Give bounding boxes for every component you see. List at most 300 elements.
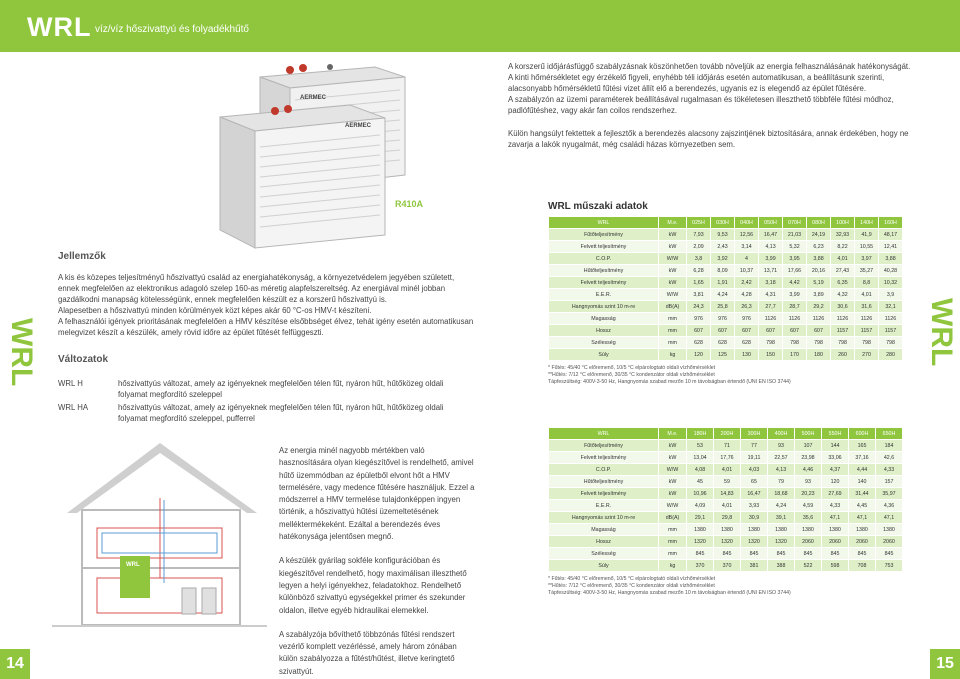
- page-number-left: 14: [0, 649, 30, 679]
- table-cell: 31,44: [849, 488, 876, 500]
- table-cell: 845: [768, 548, 795, 560]
- features-section: [58, 272, 476, 338]
- heat-pump-unit-front: [220, 105, 385, 248]
- table-cell: 2060: [849, 536, 876, 548]
- table-cell: 10,55: [855, 241, 879, 253]
- table-header-cell: 600H: [849, 428, 876, 440]
- table-cell: 1157: [831, 325, 855, 337]
- row-label: Szélesség: [549, 548, 659, 560]
- table-cell: 4,37: [822, 464, 849, 476]
- row-label: Szélesség: [549, 337, 659, 349]
- table-cell: 33,06: [822, 452, 849, 464]
- row-label: Magasság: [549, 313, 659, 325]
- side-label-right: WRL: [925, 298, 958, 367]
- table-row: [549, 289, 903, 301]
- table-cell: 1380: [714, 524, 741, 536]
- table-header-cell: 030H: [711, 217, 735, 229]
- variants-heading: Változatok: [58, 354, 109, 365]
- table-cell: mm: [659, 313, 687, 325]
- table-row: [549, 253, 903, 265]
- svg-text:WRL: WRL: [126, 562, 140, 568]
- table-cell: 1320: [687, 536, 714, 548]
- table-cell: 14,83: [714, 488, 741, 500]
- note-line: **Hűtés: 7/12 °C előremenő, 30/35 °C kondenzátor oldali vízhőmérséklet: [548, 372, 715, 378]
- table-cell: 845: [795, 548, 822, 560]
- table-header-cell: 140H: [855, 217, 879, 229]
- table-cell: 27,43: [831, 265, 855, 277]
- table-cell: 4,46: [795, 464, 822, 476]
- table-cell: 30,9: [741, 512, 768, 524]
- intro-paragraph-2: A szabályzón az üzemi paraméterek beállításával rugalmasan és tökéletesen illeszthető többféle fűtési módhoz, padlófűtéshez, vagy akár fan coilos rendszerhez.: [508, 95, 894, 115]
- variant-description: hőszivattyús változat, amely az igényeknek megfelelően télen fűt, nyáron hűt, hűtőközeg oldali folyamat megfordító szeleppel: [118, 379, 444, 399]
- table-cell: W/W: [659, 253, 687, 265]
- table-cell: 71: [714, 440, 741, 452]
- table-cell: 1157: [855, 325, 879, 337]
- variant-code: WRL HA: [58, 403, 89, 412]
- table-cell: 628: [711, 337, 735, 349]
- table-cell: 42,6: [876, 452, 903, 464]
- table-cell: 798: [783, 337, 807, 349]
- table-cell: 45: [687, 476, 714, 488]
- table-cell: 144: [822, 440, 849, 452]
- table-cell: 31,6: [855, 301, 879, 313]
- row-label: Hűtőteljesítmény: [549, 476, 659, 488]
- features-heading: Jellemzők: [58, 251, 106, 262]
- table-row: [549, 265, 903, 277]
- table-cell: 976: [735, 313, 759, 325]
- intro-paragraph-1: A korszerű időjárásfüggő szabályzásnak köszönhetően tovább növeljük az energia felhasználásának hatékonyságát. A kinti hőmérsékletet egy érzékelő figyeli, enyhébb téli időjárás esetén automatikusan, a beállításunk szerinti, alacsonyabb hőmérsékletű fűtési vizet állít elő a berendezés, ugyanis ez is elegendő az épület fűtésére.: [508, 62, 911, 93]
- table-cell: 8,22: [831, 241, 855, 253]
- table-row: [549, 277, 903, 289]
- table-cell: 798: [759, 337, 783, 349]
- table-cell: dB(A): [659, 512, 687, 524]
- table-header-cell: 500H: [795, 428, 822, 440]
- table-cell: 29,1: [687, 512, 714, 524]
- table-header-cell: 300H: [741, 428, 768, 440]
- table-cell: 976: [687, 313, 711, 325]
- diagram-paragraph-3: A szabályzója bővíthető többzónás fűtési rendszert vezérlő komplett vezérléssé, amely három zónában külön szabályozza a fűtést/hűtést, illetve keringtető szivattyút.: [279, 629, 457, 676]
- row-label: Felvett teljesítmény: [549, 241, 659, 253]
- table-cell: 607: [759, 325, 783, 337]
- table-cell: 2,42: [735, 277, 759, 289]
- table-cell: 4,13: [768, 464, 795, 476]
- table-row: [549, 512, 903, 524]
- table-cell: 4,24: [768, 500, 795, 512]
- table-cell: 93: [795, 476, 822, 488]
- table-header-cell: 025H: [687, 217, 711, 229]
- row-label: Felvett teljesítmény: [549, 488, 659, 500]
- table-cell: 1380: [876, 524, 903, 536]
- table-header-cell: 200H: [714, 428, 741, 440]
- table-cell: 845: [714, 548, 741, 560]
- table-cell: 25,8: [711, 301, 735, 313]
- table-cell: 48,17: [879, 229, 903, 241]
- row-label: Hűtőteljesítmény: [549, 265, 659, 277]
- table-cell: 77: [741, 440, 768, 452]
- table-row: [549, 313, 903, 325]
- table-cell: 27,7: [759, 301, 783, 313]
- svg-text:AERMEC: AERMEC: [300, 95, 327, 101]
- table-cell: 1126: [831, 313, 855, 325]
- brand-title: WRL: [27, 12, 92, 42]
- table-row: [549, 488, 903, 500]
- table-cell: 79: [768, 476, 795, 488]
- table-cell: mm: [659, 524, 687, 536]
- diagram-paragraph-1: Az energia minél nagyobb mértékben való hasznosítására olyan kiegészítővel is rendelhető, amivel hűtő üzemmódban az épületből elvont hőt a HMV termelésére, vagy medence fűtésére használjuk. Ezzel a módszerrel a HMV termelése tulajdonképpen ingyen történik, a hőszivattyú hűtési üzemeltetésének melléktermékeként. Ezáltal a berendezés éves hatékonysága jelentősen megnő.: [279, 446, 475, 542]
- svg-text:AERMEC: AERMEC: [345, 123, 372, 129]
- table-cell: 2060: [876, 536, 903, 548]
- table-row: [549, 548, 903, 560]
- table-header-cell: 100H: [831, 217, 855, 229]
- table-cell: 280: [879, 349, 903, 361]
- table-cell: 4,13: [759, 241, 783, 253]
- table-cell: 522: [795, 560, 822, 572]
- row-label: Hossz: [549, 325, 659, 337]
- table-cell: 1126: [783, 313, 807, 325]
- table-cell: 65: [741, 476, 768, 488]
- table-row: [549, 301, 903, 313]
- table-cell: kW: [659, 241, 687, 253]
- table-cell: 93: [768, 440, 795, 452]
- table-cell: mm: [659, 337, 687, 349]
- table-cell: 1380: [768, 524, 795, 536]
- table-cell: 3,93: [741, 500, 768, 512]
- note-line: Tápfeszültség: 400V-3-50 Hz, Hangnyomás szabad mezőn 10 m távolságban értendő (UNI EN ISO 3744): [548, 379, 791, 385]
- table-cell: 607: [807, 325, 831, 337]
- table-cell: 3,18: [759, 277, 783, 289]
- table-cell: 47,1: [822, 512, 849, 524]
- table-cell: 20,23: [795, 488, 822, 500]
- table-cell: 170: [783, 349, 807, 361]
- table-cell: 12,56: [735, 229, 759, 241]
- table-cell: 845: [849, 548, 876, 560]
- table-header-cell: M.e.: [659, 428, 687, 440]
- table-header-cell: WRL: [549, 428, 659, 440]
- table-cell: 16,47: [741, 488, 768, 500]
- table-cell: 3,88: [879, 253, 903, 265]
- table-cell: 607: [711, 325, 735, 337]
- table-cell: kW: [659, 488, 687, 500]
- table-cell: mm: [659, 536, 687, 548]
- note-line: Tápfeszültség: 400V-3-50 Hz, Hangnyomás szabad mezőn 10 m távolságban értendő (UNI EN ISO 3744): [548, 590, 791, 596]
- table-header-cell: 040H: [735, 217, 759, 229]
- table-row: [549, 524, 903, 536]
- note-line: * Fűtés: 45/40 °C előremenő, 10/5 °C elpárologtató oldali vízhőmérséklet: [548, 576, 716, 582]
- table-cell: 3,95: [783, 253, 807, 265]
- table-cell: 4,01: [714, 464, 741, 476]
- intro-section: [508, 61, 913, 150]
- table-cell: 10,96: [687, 488, 714, 500]
- table-cell: 370: [687, 560, 714, 572]
- table-cell: 1320: [768, 536, 795, 548]
- table-cell: 107: [795, 440, 822, 452]
- table-header-cell: WRL: [549, 217, 659, 229]
- table-cell: 8,8: [855, 277, 879, 289]
- table-cell: 976: [711, 313, 735, 325]
- table-cell: 27,69: [822, 488, 849, 500]
- table-cell: 1126: [759, 313, 783, 325]
- table-cell: 23,98: [795, 452, 822, 464]
- table-cell: 1380: [822, 524, 849, 536]
- side-label-left: WRL: [5, 318, 38, 387]
- table-cell: 8,09: [711, 265, 735, 277]
- table-cell: 35,6: [795, 512, 822, 524]
- table-cell: W/W: [659, 500, 687, 512]
- table-cell: mm: [659, 325, 687, 337]
- table-cell: 53: [687, 440, 714, 452]
- table-header-cell: 180H: [687, 428, 714, 440]
- table-cell: 3,89: [807, 289, 831, 301]
- table-cell: 381: [741, 560, 768, 572]
- table-cell: 13,04: [687, 452, 714, 464]
- table-row: [549, 560, 903, 572]
- table-row: [549, 452, 903, 464]
- table-cell: 30,6: [831, 301, 855, 313]
- table-cell: 798: [879, 337, 903, 349]
- variant-code: WRL H: [58, 379, 83, 388]
- table-cell: 753: [876, 560, 903, 572]
- table-cell: 270: [855, 349, 879, 361]
- table-cell: 5,32: [783, 241, 807, 253]
- table-cell: 29,2: [807, 301, 831, 313]
- table-cell: 24,19: [807, 229, 831, 241]
- table-cell: 120: [687, 349, 711, 361]
- table-cell: 4,08: [687, 464, 714, 476]
- table-cell: 4,33: [876, 464, 903, 476]
- table-cell: 607: [783, 325, 807, 337]
- table-cell: 1380: [849, 524, 876, 536]
- table-row: [549, 229, 903, 241]
- table-cell: 140: [849, 476, 876, 488]
- table-header-cell: 650H: [876, 428, 903, 440]
- table-cell: kW: [659, 452, 687, 464]
- row-label: Fűtőteljesítmény: [549, 440, 659, 452]
- table-cell: 1126: [807, 313, 831, 325]
- table-cell: 6,28: [687, 265, 711, 277]
- table-header-cell: 050H: [759, 217, 783, 229]
- table-cell: 845: [822, 548, 849, 560]
- table-cell: 1380: [795, 524, 822, 536]
- table-cell: 17,66: [783, 265, 807, 277]
- intro-paragraph-3: Külön hangsúlyt fektettek a fejlesztők a berendezés alacsony zajszintjének biztosítására, annak érdekében, hogy ne zavarja a lakók nyugalmát, még családi házas környezetben sem.: [508, 129, 909, 149]
- table-cell: kW: [659, 277, 687, 289]
- row-label: Hangnyomás szint 10 m-re: [549, 512, 659, 524]
- table-cell: 24,3: [687, 301, 711, 313]
- table-row: [549, 476, 903, 488]
- row-label: Hangnyomás szint 10 m-re: [549, 301, 659, 313]
- table-cell: 4,32: [831, 289, 855, 301]
- header-subtitle: víz/víz hőszivattyú és folyadékhűtő: [95, 24, 249, 35]
- table-cell: 2,43: [711, 241, 735, 253]
- table-header-cell: M.e.: [659, 217, 687, 229]
- table-cell: 4,36: [876, 500, 903, 512]
- table-cell: 845: [876, 548, 903, 560]
- table-cell: 37,16: [849, 452, 876, 464]
- table-row: [549, 440, 903, 452]
- table-cell: kW: [659, 265, 687, 277]
- table-cell: 628: [687, 337, 711, 349]
- table-cell: 32,93: [831, 229, 855, 241]
- table-cell: 370: [714, 560, 741, 572]
- table-cell: 1126: [879, 313, 903, 325]
- row-label: E.E.R.: [549, 500, 659, 512]
- features-paragraph-1: A kis és közepes teljesítményű hőszivattyú család az energiahatékonyság, a környezetvédelem jegyében született, ennek megfelelően az elektronikus adagoló szelep 160-as méretig alapfelszereltség. Az energiával minél jobban gazdálkodni manapság kötelességünk, ennek megfelelően készült ez a korszerű hőszivattyú is.: [58, 273, 455, 304]
- diagram-paragraph-2: A készülék gyárilag sokféle konfigurációban és kiegészítővel rendelhető, hogy maximálisan illeszthető legyen a helyi igényekhez, feladatokhoz. Rendelhető különböző szivattyú egységekkel primer és szekunder oldalon, illetve egyéb hidraulikai elemekkel.: [279, 556, 467, 615]
- features-paragraph-3: A felhasználói igények prioritásának megfelelően a HMV készítése elsőbbséget élvez, tehát igény esetén automatikusan melegvizet készít a készülék, amely rövid időre az épület fűtését felfüggeszti.: [58, 317, 474, 337]
- table-cell: 1126: [855, 313, 879, 325]
- table-cell: 17,76: [714, 452, 741, 464]
- row-label: C.O.P.: [549, 253, 659, 265]
- table-cell: 150: [759, 349, 783, 361]
- features-paragraph-2: Alapesetben a hőszivattyú minden körülmények közt képes akár 60 °C-os HMV-t készíteni.: [58, 306, 372, 315]
- table-cell: 1320: [714, 536, 741, 548]
- row-label: Felvett teljesítmény: [549, 277, 659, 289]
- table-cell: dB(A): [659, 301, 687, 313]
- table-row: [549, 337, 903, 349]
- table-cell: 1,65: [687, 277, 711, 289]
- table-cell: 798: [855, 337, 879, 349]
- table-cell: 35,97: [876, 488, 903, 500]
- diagram-text-section: [279, 445, 477, 678]
- table-cell: 4,44: [849, 464, 876, 476]
- table-cell: 4: [735, 253, 759, 265]
- table-header-cell: 070H: [783, 217, 807, 229]
- row-label: E.E.R.: [549, 289, 659, 301]
- note-line: **Hűtés: 7/12 °C előremenő, 30/35 °C kondenzátor oldali vízhőmérséklet: [548, 583, 715, 589]
- table-cell: 260: [831, 349, 855, 361]
- table-cell: 1380: [687, 524, 714, 536]
- table-cell: 47,1: [876, 512, 903, 524]
- table-cell: 4,03: [741, 464, 768, 476]
- table-header-cell: 160H: [879, 217, 903, 229]
- table-cell: 29,8: [714, 512, 741, 524]
- table-cell: 2060: [795, 536, 822, 548]
- product-image: [180, 55, 420, 250]
- table-cell: 41,9: [855, 229, 879, 241]
- table-cell: 4,45: [849, 500, 876, 512]
- row-label: Magasság: [549, 524, 659, 536]
- table-cell: 4,24: [711, 289, 735, 301]
- table-cell: 3,99: [783, 289, 807, 301]
- table-cell: mm: [659, 548, 687, 560]
- table-cell: 798: [831, 337, 855, 349]
- table-cell: 9,53: [711, 229, 735, 241]
- table-cell: 1320: [741, 536, 768, 548]
- table-cell: 4,59: [795, 500, 822, 512]
- table-cell: 845: [687, 548, 714, 560]
- table-cell: 180: [807, 349, 831, 361]
- table-cell: 607: [735, 325, 759, 337]
- tech-title: WRL műszaki adatok: [548, 201, 648, 212]
- table-cell: 12,41: [879, 241, 903, 253]
- table-cell: 40,28: [879, 265, 903, 277]
- table-cell: 4,01: [714, 500, 741, 512]
- table-cell: 1380: [741, 524, 768, 536]
- table-cell: 708: [849, 560, 876, 572]
- refrigerant-label: R410A: [395, 199, 424, 209]
- table-cell: 18,68: [768, 488, 795, 500]
- table-cell: 1,91: [711, 277, 735, 289]
- table-cell: 2060: [822, 536, 849, 548]
- table-cell: 28,7: [783, 301, 807, 313]
- table-cell: 10,37: [735, 265, 759, 277]
- table-cell: 4,42: [783, 277, 807, 289]
- table-cell: 607: [687, 325, 711, 337]
- table-cell: 4,28: [735, 289, 759, 301]
- spec-table-1-notes: [548, 365, 903, 386]
- table-cell: 21,03: [783, 229, 807, 241]
- table-cell: 2,09: [687, 241, 711, 253]
- table-cell: 388: [768, 560, 795, 572]
- table-cell: 5,19: [807, 277, 831, 289]
- table-row: [549, 464, 903, 476]
- table-cell: 125: [711, 349, 735, 361]
- table-row: [549, 349, 903, 361]
- table-cell: 1157: [879, 325, 903, 337]
- table-row: [549, 500, 903, 512]
- table-cell: 22,57: [768, 452, 795, 464]
- table-cell: 4,09: [687, 500, 714, 512]
- variant-description: hőszivattyús változat, amely az igényeknek megfelelően télen fűt, nyáron hűt, hűtőközeg oldali folyamat megfordító szeleppel, pufferrel: [118, 403, 444, 423]
- row-label: Súly: [549, 560, 659, 572]
- table-cell: 165: [849, 440, 876, 452]
- table-cell: 598: [822, 560, 849, 572]
- table-cell: 4,01: [831, 253, 855, 265]
- table-cell: W/W: [659, 464, 687, 476]
- table-cell: 59: [714, 476, 741, 488]
- table-cell: 7,93: [687, 229, 711, 241]
- table-cell: 3,9: [879, 289, 903, 301]
- row-label: Súly: [549, 349, 659, 361]
- table-cell: 157: [876, 476, 903, 488]
- table-cell: kW: [659, 229, 687, 241]
- row-label: C.O.P.: [549, 464, 659, 476]
- table-cell: kW: [659, 440, 687, 452]
- table-cell: 3,8: [687, 253, 711, 265]
- table-row: [549, 325, 903, 337]
- spec-table-2-container: [548, 427, 903, 597]
- table-row: [549, 536, 903, 548]
- table-cell: kW: [659, 476, 687, 488]
- note-line: * Fűtés: 45/40 °C előremenő, 10/5 °C elpárologtató oldali vízhőmérséklet: [548, 365, 716, 371]
- table-cell: 6,23: [807, 241, 831, 253]
- table-cell: 628: [735, 337, 759, 349]
- table-cell: 120: [822, 476, 849, 488]
- table-cell: kg: [659, 349, 687, 361]
- table-cell: 16,47: [759, 229, 783, 241]
- table-row: [549, 241, 903, 253]
- spec-table-2: [548, 427, 903, 572]
- table-cell: 3,97: [855, 253, 879, 265]
- table-cell: 3,99: [759, 253, 783, 265]
- table-cell: W/W: [659, 289, 687, 301]
- table-cell: 39,1: [768, 512, 795, 524]
- table-cell: 6,35: [831, 277, 855, 289]
- table-cell: 10,32: [879, 277, 903, 289]
- table-cell: 845: [741, 548, 768, 560]
- table-cell: 26,3: [735, 301, 759, 313]
- table-cell: 3,92: [711, 253, 735, 265]
- page-number-right: 15: [930, 649, 960, 679]
- table-cell: 184: [876, 440, 903, 452]
- table-cell: 3,81: [687, 289, 711, 301]
- spec-table-2-notes: [548, 576, 903, 597]
- table-cell: 13,71: [759, 265, 783, 277]
- table-cell: 4,01: [855, 289, 879, 301]
- table-cell: 3,88: [807, 253, 831, 265]
- table-cell: 32,1: [879, 301, 903, 313]
- row-label: Felvett teljesítmény: [549, 452, 659, 464]
